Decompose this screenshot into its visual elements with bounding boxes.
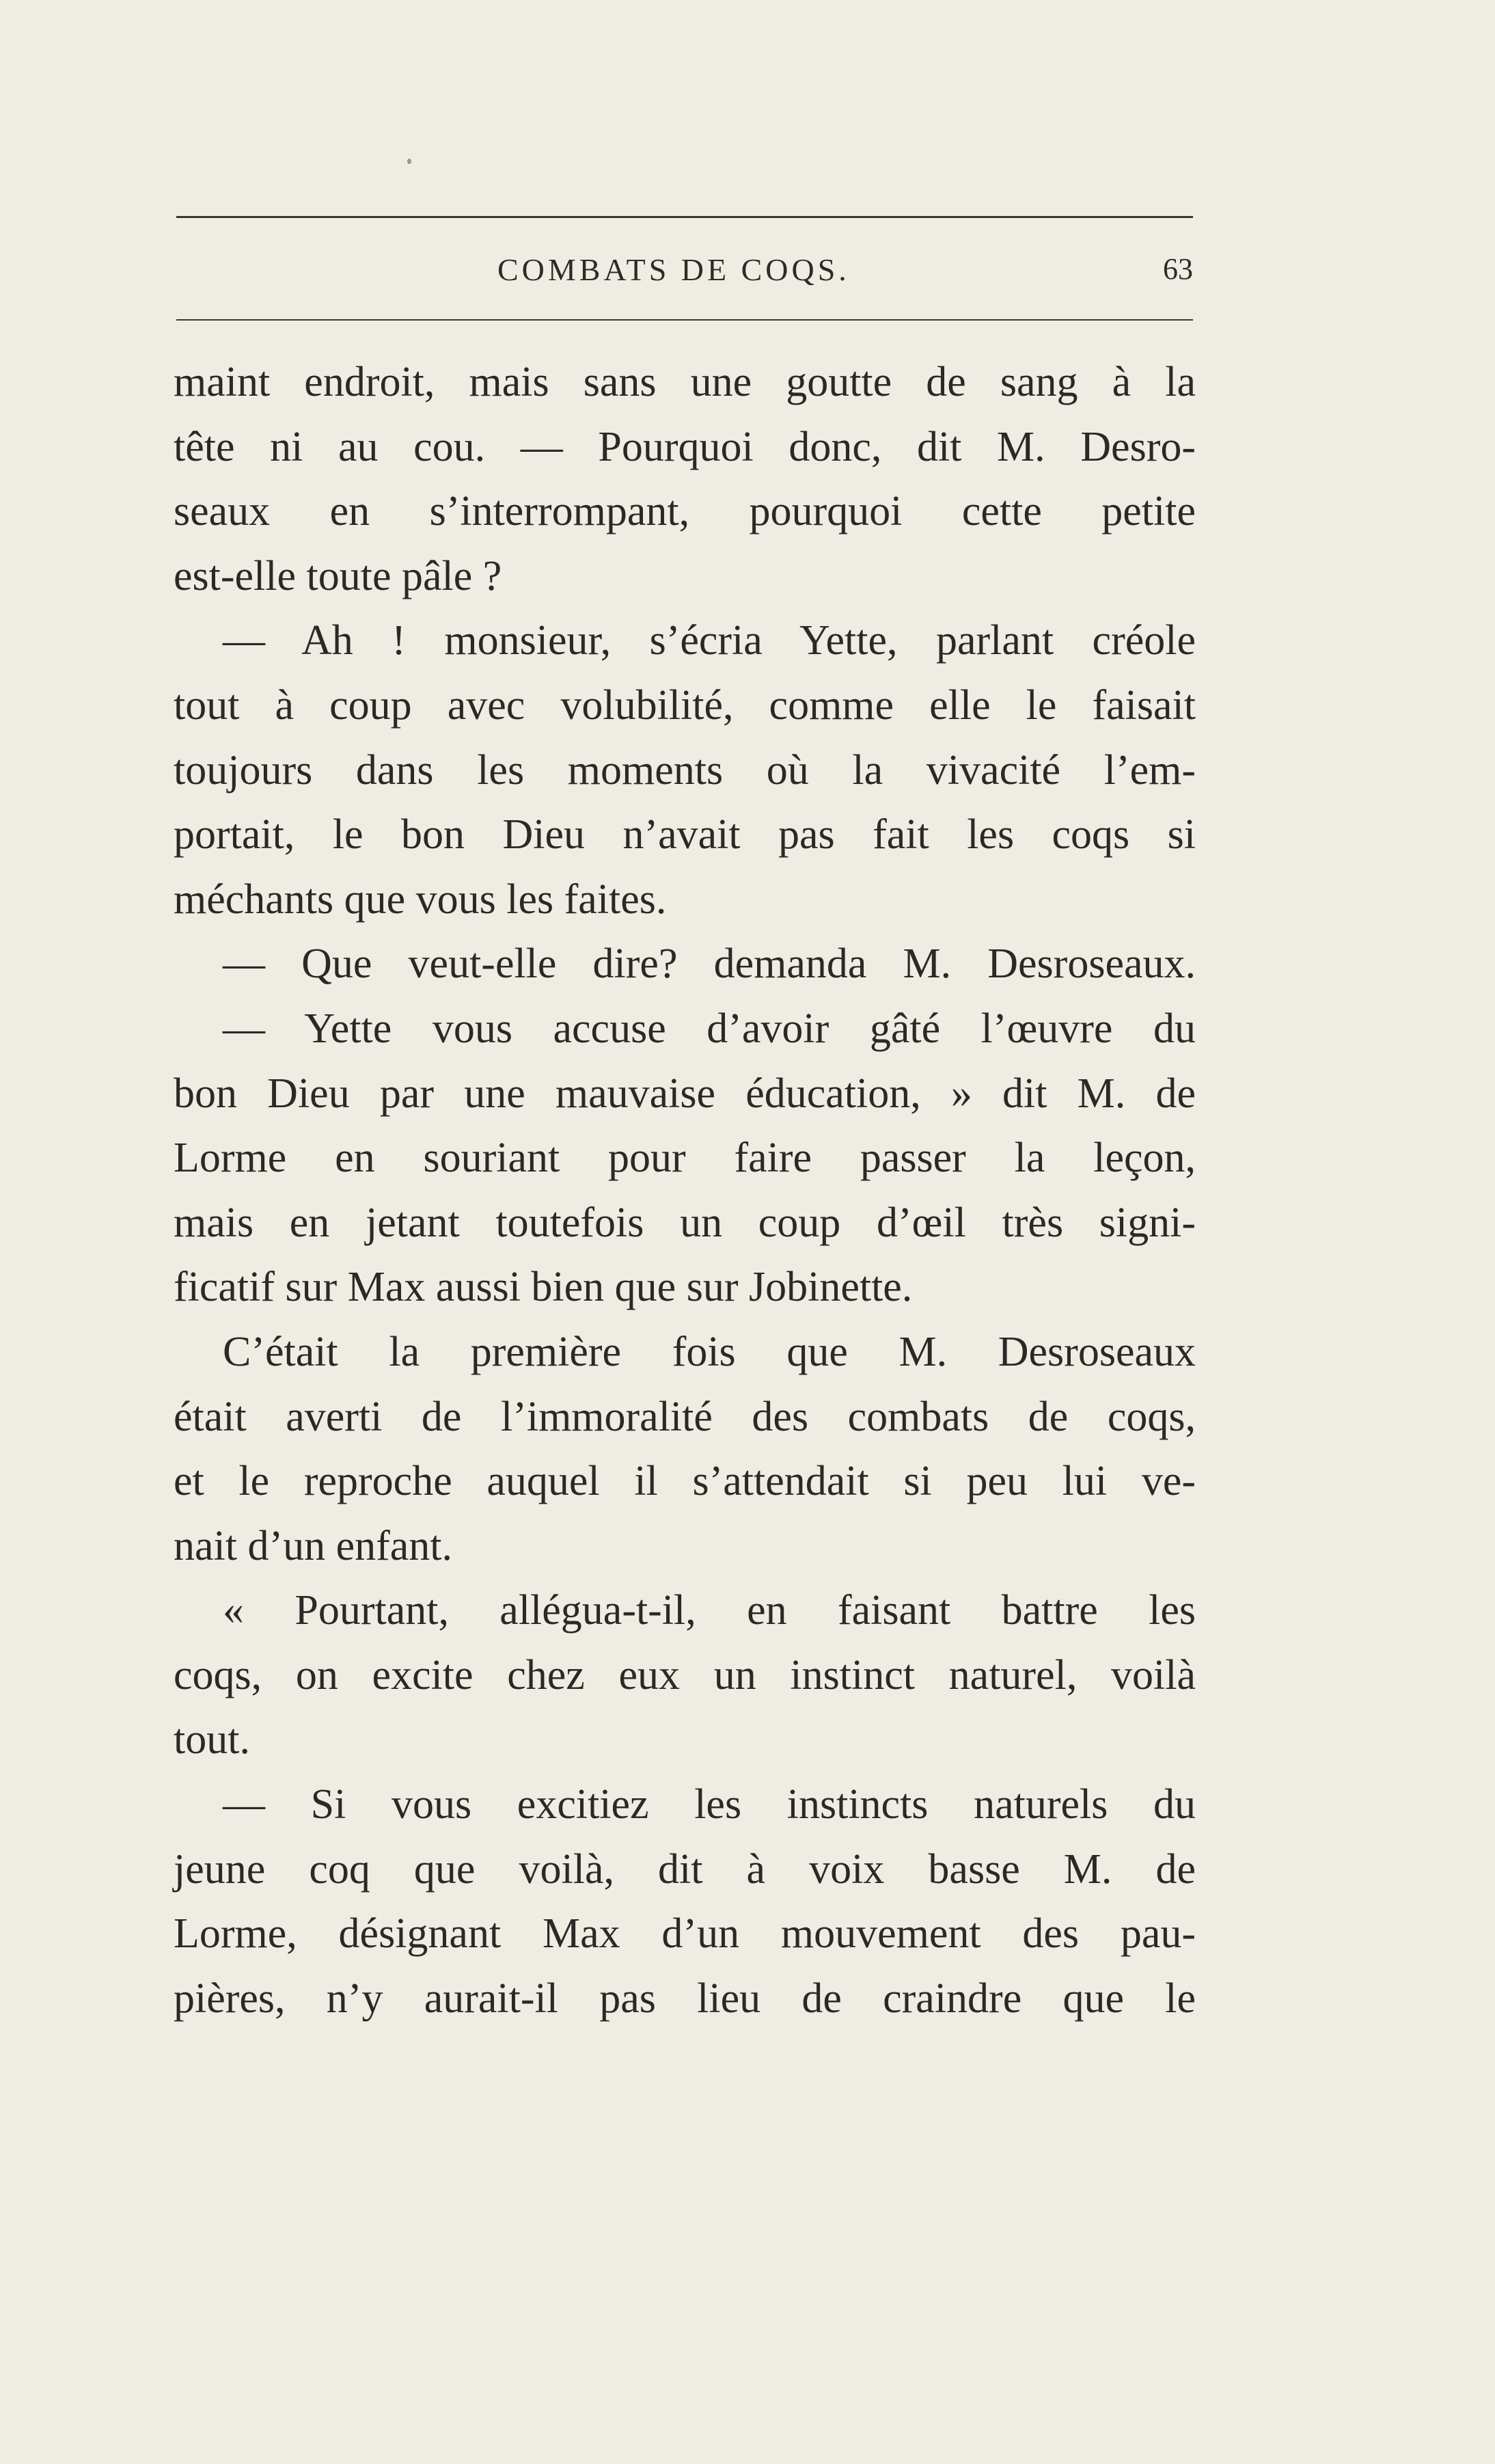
text-line: coqs, on excite chez eux un instinct naturel, voilà	[174, 1651, 1196, 1698]
text-line: est-elle toute pâle ?	[174, 552, 502, 599]
text-line: bon Dieu par une mauvaise éducation, » dit M. de	[174, 1070, 1196, 1117]
text-line: maint endroit, mais sans une goutte de sang à la	[174, 359, 1196, 405]
header-top-rule	[176, 216, 1193, 218]
text-line: tête ni au cou. — Pourquoi donc, dit M. Desro-	[174, 423, 1196, 470]
text-line: — Yette vous accuse d’avoir gâté l’œuvre du	[223, 1005, 1196, 1052]
text-line: tout à coup avec volubilité, comme elle le faisait	[174, 681, 1196, 729]
text-line: nait d’un enfant.	[174, 1522, 453, 1569]
text-line: mais en jetant toutefois un coup d’œil très signi-	[174, 1199, 1196, 1246]
ink-speck	[407, 159, 411, 164]
text-line: jeune coq que voilà, dit à voix basse M. de	[174, 1845, 1196, 1893]
text-line: C’était la première fois que M. Desroseaux	[223, 1328, 1196, 1375]
running-title: COMBATS DE COQS.	[497, 252, 850, 287]
text-line: portait, le bon Dieu n’avait pas fait les coqs si	[174, 811, 1196, 858]
text-line: Lorme, désignant Max d’un mouvement des pau-	[174, 1910, 1196, 1958]
text-line: « Pourtant, allégua-t-il, en faisant battre les	[223, 1587, 1196, 1634]
text-line: était averti de l’immoralité des combats de coqs,	[174, 1393, 1196, 1440]
text-line: méchants que vous les faites.	[174, 876, 667, 923]
running-head	[176, 252, 1193, 293]
page-number: 63	[1163, 252, 1193, 286]
text-line: et le reproche auquel il s’attendait si peu lui ve-	[174, 1458, 1196, 1505]
text-line: Lorme en souriant pour faire passer la leçon,	[174, 1135, 1196, 1182]
body-text	[174, 350, 1196, 2031]
text-line: — Ah ! monsieur, s’écria Yette, parlant créole	[223, 617, 1196, 664]
text-line: tout.	[174, 1716, 250, 1763]
text-line: pières, n’y aurait-il pas lieu de craindre que le	[174, 1975, 1196, 2022]
text-line: seaux en s’interrompant, pourquoi cette petite	[174, 488, 1196, 535]
header-bottom-rule	[176, 319, 1193, 321]
text-line: — Si vous excitiez les instincts naturels du	[223, 1781, 1196, 1828]
text-line: — Que veut-elle dire? demanda M. Desroseaux.	[223, 940, 1196, 988]
text-line: toujours dans les moments où la vivacité l’em-	[174, 746, 1196, 794]
text-line: ficatif sur Max aussi bien que sur Jobinette.	[174, 1264, 913, 1311]
